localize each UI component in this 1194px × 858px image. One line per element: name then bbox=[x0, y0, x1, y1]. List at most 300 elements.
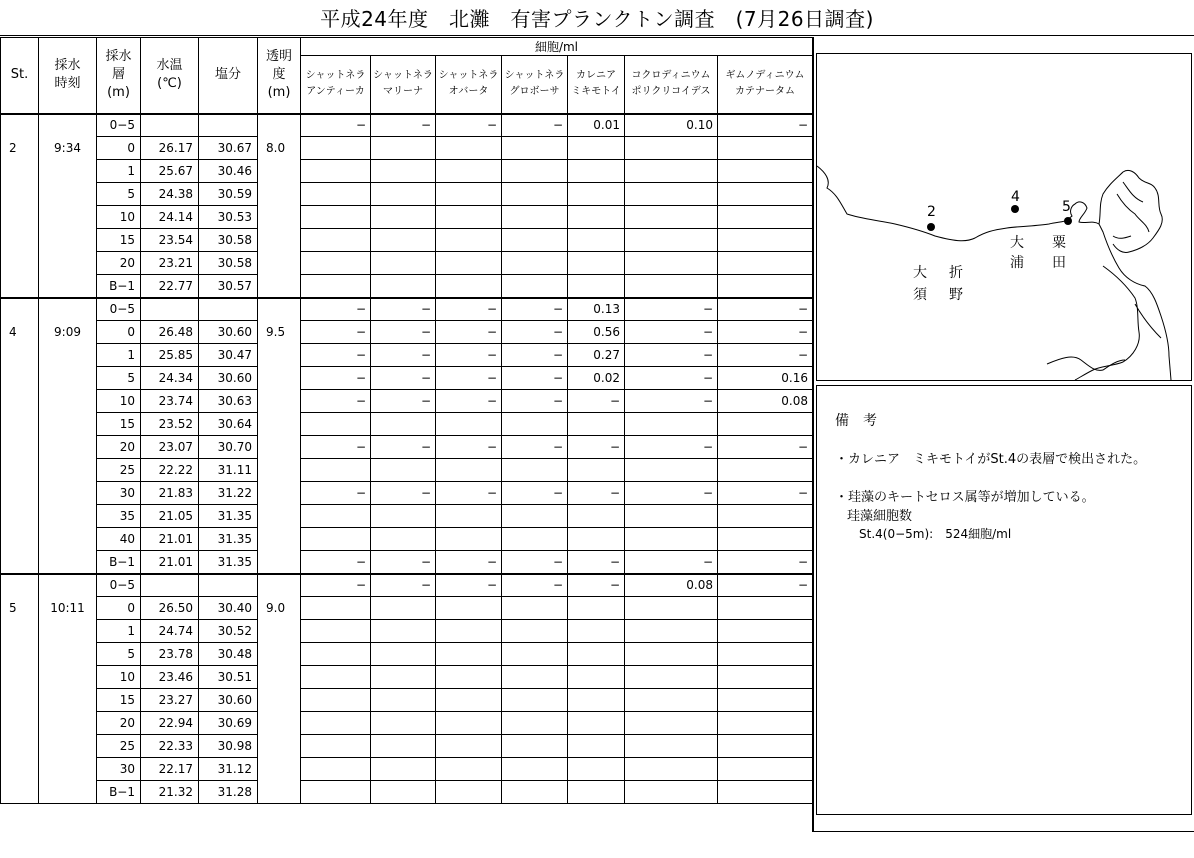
depth-cell: 0 bbox=[97, 137, 141, 160]
cell-count bbox=[568, 137, 625, 160]
southern-coast bbox=[1075, 266, 1161, 380]
header-trans-line-2: 度 bbox=[272, 67, 286, 83]
species-name-line-2: アンティーカ bbox=[306, 86, 365, 98]
cell-count bbox=[436, 160, 502, 183]
cell-count: − bbox=[502, 298, 568, 321]
species-name-line-2: ポリクリコイデス bbox=[631, 86, 711, 98]
cell-count: − bbox=[568, 390, 625, 413]
table-row bbox=[1, 528, 813, 551]
cell-count bbox=[502, 413, 568, 436]
cell-count bbox=[718, 620, 813, 643]
depth-cell: 20 bbox=[97, 252, 141, 275]
table-row bbox=[1, 735, 813, 758]
cell-count: − bbox=[436, 551, 502, 574]
data-table bbox=[0, 37, 813, 804]
notes-line-4: St.4(0−5m): 524細胞/ml bbox=[859, 527, 1012, 541]
cell-count bbox=[436, 229, 502, 252]
species-header bbox=[436, 56, 502, 114]
temp-cell: 23.21 bbox=[141, 252, 199, 275]
temp-cell: 25.67 bbox=[141, 160, 199, 183]
depth-cell: 35 bbox=[97, 505, 141, 528]
place-osu-2: 須 bbox=[913, 287, 927, 303]
cell-count: 0.56 bbox=[568, 321, 625, 344]
station-2-marker bbox=[927, 223, 935, 231]
salinity-cell: 30.60 bbox=[199, 689, 258, 712]
depth-cell: 25 bbox=[97, 735, 141, 758]
cell-count bbox=[436, 206, 502, 229]
cell-count: − bbox=[625, 390, 718, 413]
header-row bbox=[1, 38, 813, 56]
station-4-marker bbox=[1011, 205, 1019, 213]
cell-count bbox=[625, 712, 718, 735]
depth-cell: 30 bbox=[97, 758, 141, 781]
cell-count bbox=[568, 666, 625, 689]
cell-count: − bbox=[436, 436, 502, 459]
cell-count bbox=[436, 758, 502, 781]
temp-cell: 22.22 bbox=[141, 459, 199, 482]
temp-cell bbox=[141, 114, 199, 137]
cell-count bbox=[502, 229, 568, 252]
cell-count bbox=[436, 528, 502, 551]
cell-count: − bbox=[371, 298, 436, 321]
cell-count: − bbox=[625, 551, 718, 574]
table-row bbox=[1, 758, 813, 781]
temp-cell: 23.07 bbox=[141, 436, 199, 459]
cell-count bbox=[502, 781, 568, 804]
cell-count: − bbox=[568, 551, 625, 574]
cell-count bbox=[436, 689, 502, 712]
cell-count bbox=[625, 620, 718, 643]
depth-cell: B−1 bbox=[97, 781, 141, 804]
map-label-station-2: 2 bbox=[927, 204, 936, 220]
cell-count bbox=[502, 459, 568, 482]
coast-line bbox=[817, 166, 1171, 380]
cell-count bbox=[301, 620, 371, 643]
header-st: St. bbox=[1, 38, 39, 114]
salinity-cell bbox=[199, 114, 258, 137]
cell-count bbox=[301, 137, 371, 160]
depth-cell: 0−5 bbox=[97, 298, 141, 321]
depth-cell: 5 bbox=[97, 183, 141, 206]
place-orino-1: 折 bbox=[949, 265, 963, 281]
southern-shore bbox=[1047, 357, 1125, 370]
cell-count bbox=[371, 160, 436, 183]
salinity-cell: 30.58 bbox=[199, 229, 258, 252]
cell-count: − bbox=[718, 436, 813, 459]
salinity-cell: 30.51 bbox=[199, 666, 258, 689]
cell-count bbox=[301, 712, 371, 735]
map-label-station-5: 5 bbox=[1062, 199, 1071, 215]
cell-count: − bbox=[502, 390, 568, 413]
cell-count bbox=[718, 137, 813, 160]
cell-count bbox=[502, 735, 568, 758]
cell-count: − bbox=[436, 482, 502, 505]
place-oura-1: 大 bbox=[1010, 235, 1024, 251]
salinity-cell: 31.11 bbox=[199, 459, 258, 482]
species-name-line-2: カテナータム bbox=[735, 86, 795, 98]
cell-count bbox=[568, 597, 625, 620]
cell-count bbox=[502, 597, 568, 620]
cell-count bbox=[568, 735, 625, 758]
cell-count bbox=[718, 252, 813, 275]
salinity-cell: 30.60 bbox=[199, 367, 258, 390]
cell-count bbox=[625, 275, 718, 298]
header-temp-line-1: 水温 bbox=[156, 58, 183, 74]
temp-cell: 21.01 bbox=[141, 528, 199, 551]
cell-count bbox=[301, 689, 371, 712]
salinity-cell: 30.57 bbox=[199, 275, 258, 298]
cell-count bbox=[301, 229, 371, 252]
temp-cell: 22.33 bbox=[141, 735, 199, 758]
sample-time: 10:11 bbox=[39, 574, 97, 804]
cell-count bbox=[568, 252, 625, 275]
cell-count bbox=[625, 689, 718, 712]
table-row bbox=[1, 436, 813, 459]
inlet-lines bbox=[1113, 182, 1149, 238]
header-cells-unit: 細胞/ml bbox=[301, 38, 813, 56]
depth-cell: 5 bbox=[97, 367, 141, 390]
header-trans-line-1: 透明 bbox=[265, 49, 292, 65]
table-row bbox=[1, 160, 813, 183]
depth-cell: 15 bbox=[97, 413, 141, 436]
salinity-cell: 30.53 bbox=[199, 206, 258, 229]
table-row bbox=[1, 252, 813, 275]
salinity-cell: 30.46 bbox=[199, 160, 258, 183]
cell-count: − bbox=[718, 574, 813, 597]
cell-count bbox=[371, 597, 436, 620]
table-row bbox=[1, 321, 813, 344]
cell-count bbox=[718, 689, 813, 712]
cell-count bbox=[301, 275, 371, 298]
table-row bbox=[1, 367, 813, 390]
header-salinity: 塩分 bbox=[199, 38, 258, 114]
cell-count: 0.27 bbox=[568, 344, 625, 367]
table-row bbox=[1, 206, 813, 229]
cell-count: − bbox=[568, 574, 625, 597]
cell-count: − bbox=[718, 344, 813, 367]
temp-cell bbox=[141, 298, 199, 321]
cell-count bbox=[625, 229, 718, 252]
cell-count bbox=[436, 137, 502, 160]
species-name-line-1: シャットネラ bbox=[305, 70, 366, 82]
depth-cell: 5 bbox=[97, 643, 141, 666]
species-name-line-1: シャットネラ bbox=[373, 70, 433, 82]
depth-cell: 1 bbox=[97, 160, 141, 183]
cell-count bbox=[436, 597, 502, 620]
cell-count bbox=[436, 505, 502, 528]
temp-cell: 24.38 bbox=[141, 183, 199, 206]
cell-count bbox=[568, 160, 625, 183]
cell-count: − bbox=[371, 436, 436, 459]
cell-count: − bbox=[436, 321, 502, 344]
cell-count bbox=[371, 505, 436, 528]
table-row bbox=[1, 390, 813, 413]
temp-cell: 23.27 bbox=[141, 689, 199, 712]
cell-count: − bbox=[625, 344, 718, 367]
temp-cell: 22.94 bbox=[141, 712, 199, 735]
cell-count bbox=[436, 712, 502, 735]
cell-count bbox=[301, 758, 371, 781]
salinity-cell: 31.35 bbox=[199, 505, 258, 528]
place-awata-1: 粟 bbox=[1052, 235, 1066, 251]
salinity-cell: 30.59 bbox=[199, 183, 258, 206]
header-temp bbox=[141, 38, 199, 114]
station-id: 2 bbox=[1, 114, 39, 298]
peninsula-outline bbox=[1099, 170, 1162, 252]
cell-count: − bbox=[301, 436, 371, 459]
depth-cell: 30 bbox=[97, 482, 141, 505]
species-header bbox=[301, 56, 371, 114]
cell-count bbox=[502, 137, 568, 160]
cell-count bbox=[625, 183, 718, 206]
table-row bbox=[1, 712, 813, 735]
salinity-cell: 30.98 bbox=[199, 735, 258, 758]
temp-cell: 21.01 bbox=[141, 551, 199, 574]
cell-count bbox=[436, 666, 502, 689]
page-title: 平成24年度 北灘 有害プランクトン調査 (7月26日調査) bbox=[0, 0, 1194, 36]
cell-count bbox=[502, 528, 568, 551]
cell-count bbox=[625, 758, 718, 781]
station-id: 4 bbox=[1, 298, 39, 574]
cell-count bbox=[718, 183, 813, 206]
cell-count bbox=[371, 459, 436, 482]
cell-count bbox=[371, 689, 436, 712]
cell-count: − bbox=[625, 482, 718, 505]
table-row bbox=[1, 114, 813, 137]
coastline-map bbox=[817, 54, 1191, 380]
table-row bbox=[1, 505, 813, 528]
temp-cell: 21.05 bbox=[141, 505, 199, 528]
cell-count bbox=[436, 252, 502, 275]
station-map bbox=[816, 53, 1192, 381]
cell-count bbox=[568, 781, 625, 804]
cell-count bbox=[371, 528, 436, 551]
species-name-line-2: ミキモトイ bbox=[571, 86, 621, 98]
cell-count bbox=[568, 413, 625, 436]
cell-count: − bbox=[502, 482, 568, 505]
temp-cell: 23.46 bbox=[141, 666, 199, 689]
cell-count bbox=[371, 137, 436, 160]
header-time bbox=[39, 38, 97, 114]
cell-count bbox=[718, 643, 813, 666]
cell-count bbox=[301, 666, 371, 689]
cell-count bbox=[568, 459, 625, 482]
header-temp-line-2: (℃) bbox=[157, 76, 182, 92]
species-header bbox=[568, 56, 625, 114]
depth-cell: 15 bbox=[97, 689, 141, 712]
cell-count: − bbox=[718, 114, 813, 137]
cell-count bbox=[625, 413, 718, 436]
cell-count bbox=[718, 758, 813, 781]
cell-count: − bbox=[718, 551, 813, 574]
table-row bbox=[1, 344, 813, 367]
notes-line-2: ・珪藻のキートセロス属等が増加している。 bbox=[835, 490, 1095, 505]
cell-count: − bbox=[436, 390, 502, 413]
table-row bbox=[1, 689, 813, 712]
cell-count: 0.16 bbox=[718, 367, 813, 390]
table-row bbox=[1, 620, 813, 643]
cell-count bbox=[625, 252, 718, 275]
temp-cell: 23.52 bbox=[141, 413, 199, 436]
cell-count: − bbox=[371, 344, 436, 367]
notes-line-3: 珪藻細胞数 bbox=[847, 509, 913, 524]
cell-count: − bbox=[371, 482, 436, 505]
cell-count bbox=[568, 689, 625, 712]
depth-cell: 25 bbox=[97, 459, 141, 482]
species-name-line-2: マリーナ bbox=[383, 86, 423, 98]
cell-count bbox=[436, 781, 502, 804]
cell-count: − bbox=[436, 298, 502, 321]
depth-cell: B−1 bbox=[97, 275, 141, 298]
cell-count bbox=[371, 781, 436, 804]
cell-count: − bbox=[625, 436, 718, 459]
table-row bbox=[1, 183, 813, 206]
transparency-cell: 8.0 bbox=[258, 114, 301, 298]
cell-count bbox=[625, 735, 718, 758]
depth-cell: 0 bbox=[97, 597, 141, 620]
cell-count bbox=[301, 528, 371, 551]
temp-cell: 21.32 bbox=[141, 781, 199, 804]
salinity-cell: 30.47 bbox=[199, 344, 258, 367]
cell-count: − bbox=[371, 367, 436, 390]
transparency-cell: 9.5 bbox=[258, 298, 301, 574]
depth-cell: 20 bbox=[97, 712, 141, 735]
cell-count: − bbox=[718, 321, 813, 344]
cell-count: − bbox=[502, 367, 568, 390]
cell-count bbox=[718, 505, 813, 528]
header-time-line-1: 採水 bbox=[54, 58, 81, 74]
cell-count: − bbox=[502, 321, 568, 344]
place-osu-1: 大 bbox=[913, 265, 927, 281]
species-header bbox=[371, 56, 436, 114]
place-oura-2: 浦 bbox=[1010, 255, 1024, 271]
cell-count: − bbox=[301, 551, 371, 574]
cell-count: − bbox=[718, 482, 813, 505]
species-name-line-1: シャットネラ bbox=[504, 70, 565, 82]
cell-count bbox=[502, 252, 568, 275]
cell-count bbox=[568, 183, 625, 206]
cell-count bbox=[502, 689, 568, 712]
cell-count: − bbox=[502, 436, 568, 459]
table-row bbox=[1, 643, 813, 666]
cell-count: − bbox=[502, 114, 568, 137]
cell-count bbox=[502, 712, 568, 735]
table-row bbox=[1, 413, 813, 436]
cell-count: − bbox=[371, 551, 436, 574]
place-awata-2: 田 bbox=[1052, 255, 1066, 271]
cell-count bbox=[718, 712, 813, 735]
table-row bbox=[1, 137, 813, 160]
cell-count: − bbox=[301, 298, 371, 321]
cell-count bbox=[718, 459, 813, 482]
table-row bbox=[1, 275, 813, 298]
cell-count bbox=[718, 413, 813, 436]
cell-count bbox=[301, 597, 371, 620]
cell-count: − bbox=[568, 436, 625, 459]
cell-count: 0.01 bbox=[568, 114, 625, 137]
salinity-cell: 31.28 bbox=[199, 781, 258, 804]
salinity-cell: 30.60 bbox=[199, 321, 258, 344]
salinity-cell: 30.69 bbox=[199, 712, 258, 735]
depth-cell: B−1 bbox=[97, 551, 141, 574]
cell-count bbox=[371, 620, 436, 643]
cell-count bbox=[436, 459, 502, 482]
map-label-station-4: 4 bbox=[1011, 189, 1020, 205]
header-time-line-2: 時刻 bbox=[54, 76, 81, 92]
cell-count bbox=[371, 206, 436, 229]
cell-count bbox=[568, 712, 625, 735]
temp-cell: 22.17 bbox=[141, 758, 199, 781]
cell-count bbox=[718, 666, 813, 689]
depth-cell: 1 bbox=[97, 344, 141, 367]
cell-count bbox=[502, 666, 568, 689]
depth-cell: 40 bbox=[97, 528, 141, 551]
cell-count: − bbox=[568, 482, 625, 505]
salinity-cell: 30.58 bbox=[199, 252, 258, 275]
depth-cell: 0−5 bbox=[97, 114, 141, 137]
cell-count bbox=[371, 735, 436, 758]
cell-count bbox=[436, 620, 502, 643]
cell-count: − bbox=[301, 390, 371, 413]
cell-count bbox=[301, 459, 371, 482]
salinity-cell: 31.12 bbox=[199, 758, 258, 781]
cell-count bbox=[502, 643, 568, 666]
cell-count: − bbox=[301, 367, 371, 390]
temp-cell: 23.78 bbox=[141, 643, 199, 666]
cell-count: − bbox=[436, 344, 502, 367]
cell-count: 0.10 bbox=[625, 114, 718, 137]
temp-cell: 26.50 bbox=[141, 597, 199, 620]
table-row bbox=[1, 597, 813, 620]
cell-count: − bbox=[436, 367, 502, 390]
cell-count: − bbox=[371, 574, 436, 597]
temp-cell: 23.54 bbox=[141, 229, 199, 252]
cell-count bbox=[625, 528, 718, 551]
cell-count bbox=[301, 735, 371, 758]
depth-cell: 20 bbox=[97, 436, 141, 459]
species-header bbox=[502, 56, 568, 114]
cell-count: − bbox=[502, 551, 568, 574]
table-row bbox=[1, 482, 813, 505]
cell-count bbox=[371, 229, 436, 252]
salinity-cell: 30.63 bbox=[199, 390, 258, 413]
cell-count: 0.02 bbox=[568, 367, 625, 390]
cell-count: − bbox=[436, 574, 502, 597]
temp-cell: 23.74 bbox=[141, 390, 199, 413]
cell-count bbox=[301, 413, 371, 436]
cell-count: 0.08 bbox=[625, 574, 718, 597]
place-orino-2: 野 bbox=[949, 287, 963, 303]
cell-count: − bbox=[625, 298, 718, 321]
station-5-marker bbox=[1064, 217, 1072, 225]
species-header bbox=[625, 56, 718, 114]
cell-count: − bbox=[625, 367, 718, 390]
cell-count bbox=[568, 275, 625, 298]
cell-count bbox=[301, 206, 371, 229]
species-header bbox=[718, 56, 813, 114]
species-name-line-1: カレニア bbox=[576, 70, 616, 82]
cell-count bbox=[371, 758, 436, 781]
cell-count bbox=[436, 735, 502, 758]
header-depth-line-1: 採水 bbox=[105, 49, 132, 65]
cell-count bbox=[502, 275, 568, 298]
depth-cell: 10 bbox=[97, 666, 141, 689]
table-row bbox=[1, 298, 813, 321]
table-row bbox=[1, 666, 813, 689]
salinity-cell: 30.48 bbox=[199, 643, 258, 666]
cell-count bbox=[625, 781, 718, 804]
notes-panel bbox=[816, 385, 1192, 815]
